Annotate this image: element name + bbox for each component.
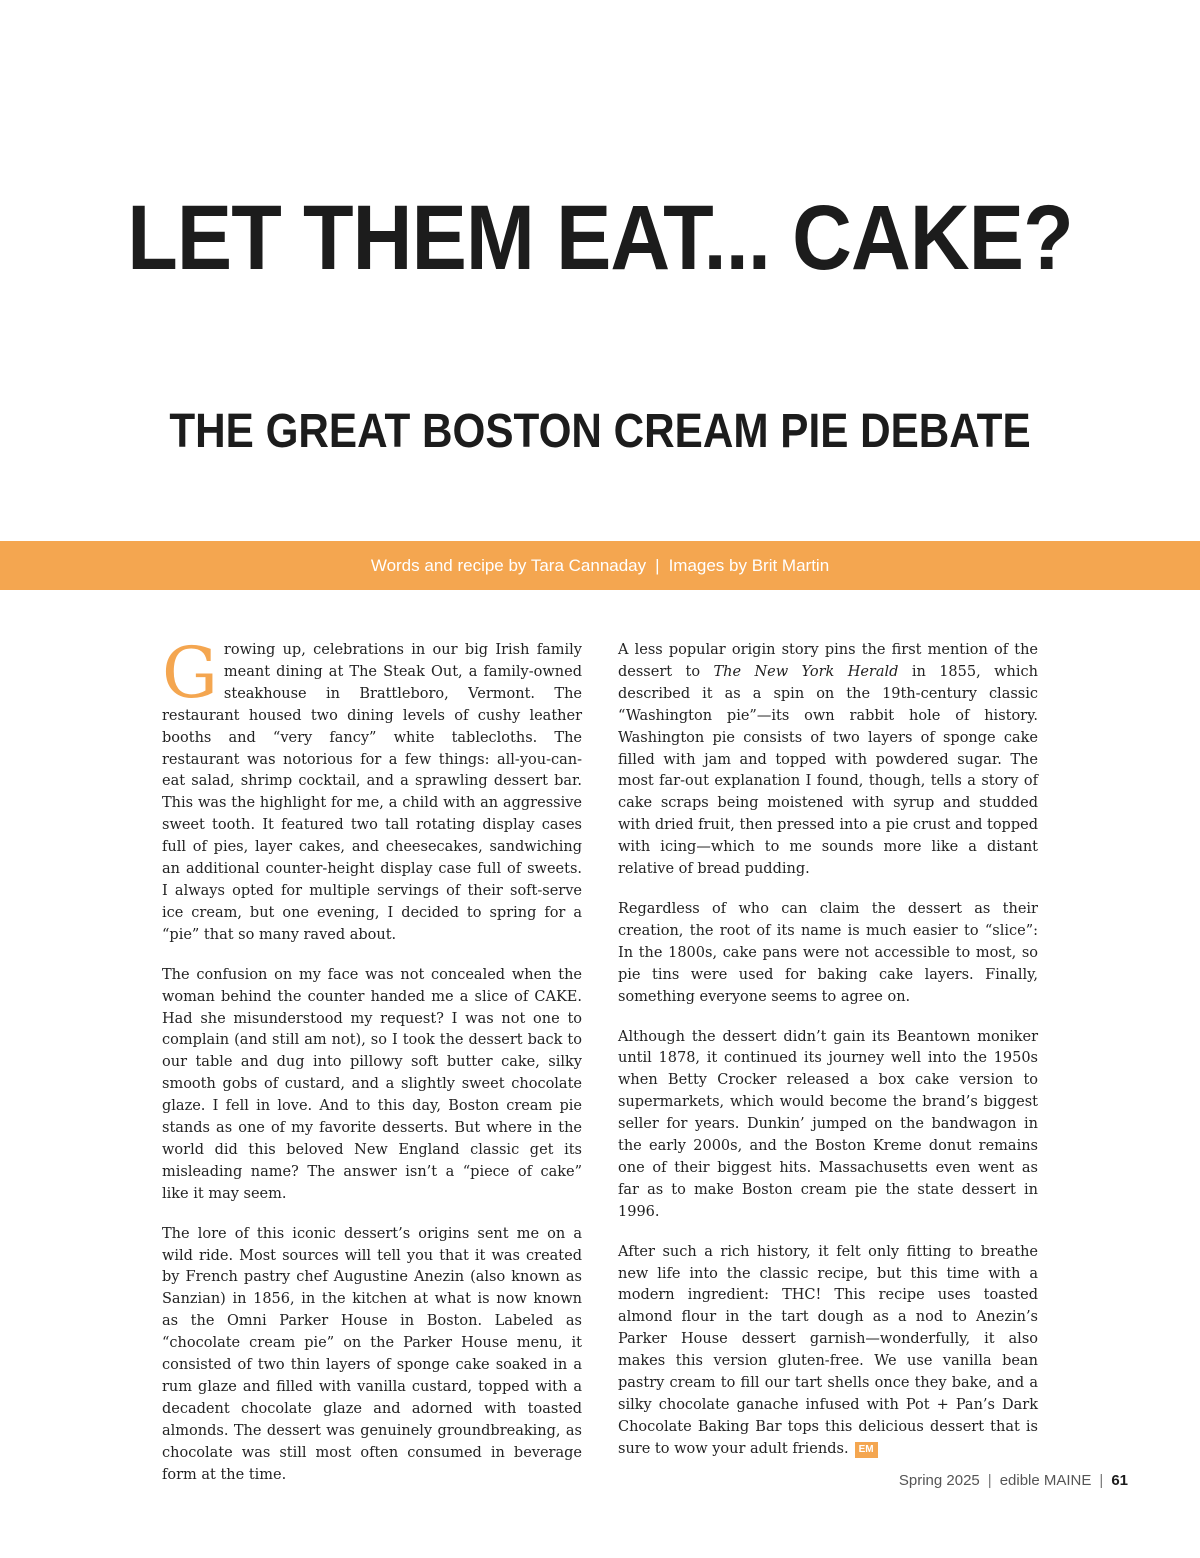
paragraph-text: After such a rich history, it felt only fitting to breathe new life into the classic recipe, but this time with a modern ingredient: THC! This recipe uses toasted almond flour in the tart dough as a nod to Anezin’s Parker House dessert garnish—wonderfully, it also makes this version gluten-free. We use vanilla bean pastry cream to fill our tart shells once they bake, and a silky chocolate ganache infused with Pot + Pan’s Dark Chocolate Baking Bar tops this delicious dessert that is sure to wow your adult friends. <box>618 1243 1038 1457</box>
footer-separator: | <box>987 1472 992 1489</box>
article-paragraph: Although the dessert didn’t gain its Beantown moniker until 1878, it continued its journey well into the 1950s when Betty Crocker released a box cake version to supermarkets, which would become the brand’s biggest seller for years. Dunkin’ jumped on the bandwagon in the early 2000s, and the Boston Kreme donut remains one of their biggest hits. Massachusetts even went as far as to make Boston cream pie the state dessert in 1996. <box>618 1028 1038 1220</box>
byline-band <box>0 541 1200 590</box>
article-paragraph: Regardless of who can claim the dessert as their creation, the root of its name is much easier to “slice”: In the 1800s, cake pans were not accessible to most, so pie tins were used for baking cake layers. Finally, something everyone seems to agree on. <box>618 900 1038 1005</box>
article-paragraph <box>618 640 1038 881</box>
byline-separator: | <box>655 555 660 575</box>
article-paragraph: The confusion on my face was not concealed when the woman behind the counter handed me a slice of CAKE. Had she misunderstood my request? I was not one to complain (and still am not), so I took the dessert back to our table and dug into pillowy soft butter cake, silky smooth gobs of custard, and a slightly sweet chocolate glaze. I fell in love. And to this day, Boston cream pie stands as one of my favorite desserts. But where in the world did this beloved New England classic get its misleading name? The answer isn’t a “piece of cake” like it may seem. <box>162 966 582 1202</box>
article-paragraph: The lore of this iconic dessert’s origins sent me on a wild ride. Most sources will tell you that it was created by French pastry chef Augustine Anezin (also known as Sanzian) in 1856, in the kitchen at what is now known as the Omni Parker House in Boston. Labeled as “chocolate cream pie” on the Parker House menu, it consisted of two thin layers of sponge cake soaked in a rum glaze and filled with vanilla custard, topped with a decadent chocolate glaze and adorned with toasted almonds. The dessert was genuinely groundbreaking, as chocolate was still most often consumed in beverage form at the time. <box>162 1225 582 1483</box>
drop-cap: G <box>162 632 218 714</box>
page-footer <box>899 1472 1128 1489</box>
paragraph-text: in 1855, which described it as a spin on the 19th-century classic “Washington pie”—its own rabbit hole of history. Washington pie consists of two layers of sponge cake filled with jam and topped with powdered sugar. The most far-out explanation I found, though, tells a story of cake scraps being moistened with syrup and studded with dried fruit, then pressed into a pie crust and topped with icing—which to me sounds more like a distant relative of bread pudding. <box>618 663 1038 878</box>
issue-date: Spring 2025 <box>898 1472 980 1489</box>
article-column-right <box>618 640 1038 1479</box>
page-number: 61 <box>1111 1472 1128 1489</box>
end-mark-badge: EM <box>855 1442 878 1458</box>
byline-author: Words and recipe by Tara Cannaday <box>370 555 647 575</box>
article-paragraph <box>162 632 582 947</box>
magazine-name: edible MAINE <box>999 1472 1092 1489</box>
headline: LET THEM EAT... CAKE? <box>127 187 1073 289</box>
paragraph-text: rowing up, celebrations in our big Irish family meant dining at The Steak Out, a family-owned steakhouse in Brattleboro, Vermont. The restaurant housed two dining levels of cushy leather booths and “very fancy” white tablecloths. The restaurant was notorious for a few things: all-you-can-eat salad, shrimp cocktail, and a sprawling dessert bar. This was the highlight for me, a child with an aggressive sweet tooth. It featured two tall rotating display cases full of pies, layer cakes, and cheesecakes, sandwiching an additional counter-height display case full of sweets. I always opted for multiple servings of their soft-serve ice cream, but one evening, I decided to spring for a “pie” that so many raved about. <box>162 642 582 943</box>
paragraph-text: A less popular origin story pins the first mention of the dessert to <box>618 642 1038 680</box>
footer-separator: | <box>1099 1472 1104 1489</box>
publication-title: The New York Herald <box>713 663 899 680</box>
article-column-left <box>162 632 582 1505</box>
subheadline: THE GREAT BOSTON CREAM PIE DEBATE <box>169 405 1031 458</box>
byline-photographer: Images by Brit Martin <box>668 555 830 575</box>
article-paragraph <box>618 1242 1038 1461</box>
